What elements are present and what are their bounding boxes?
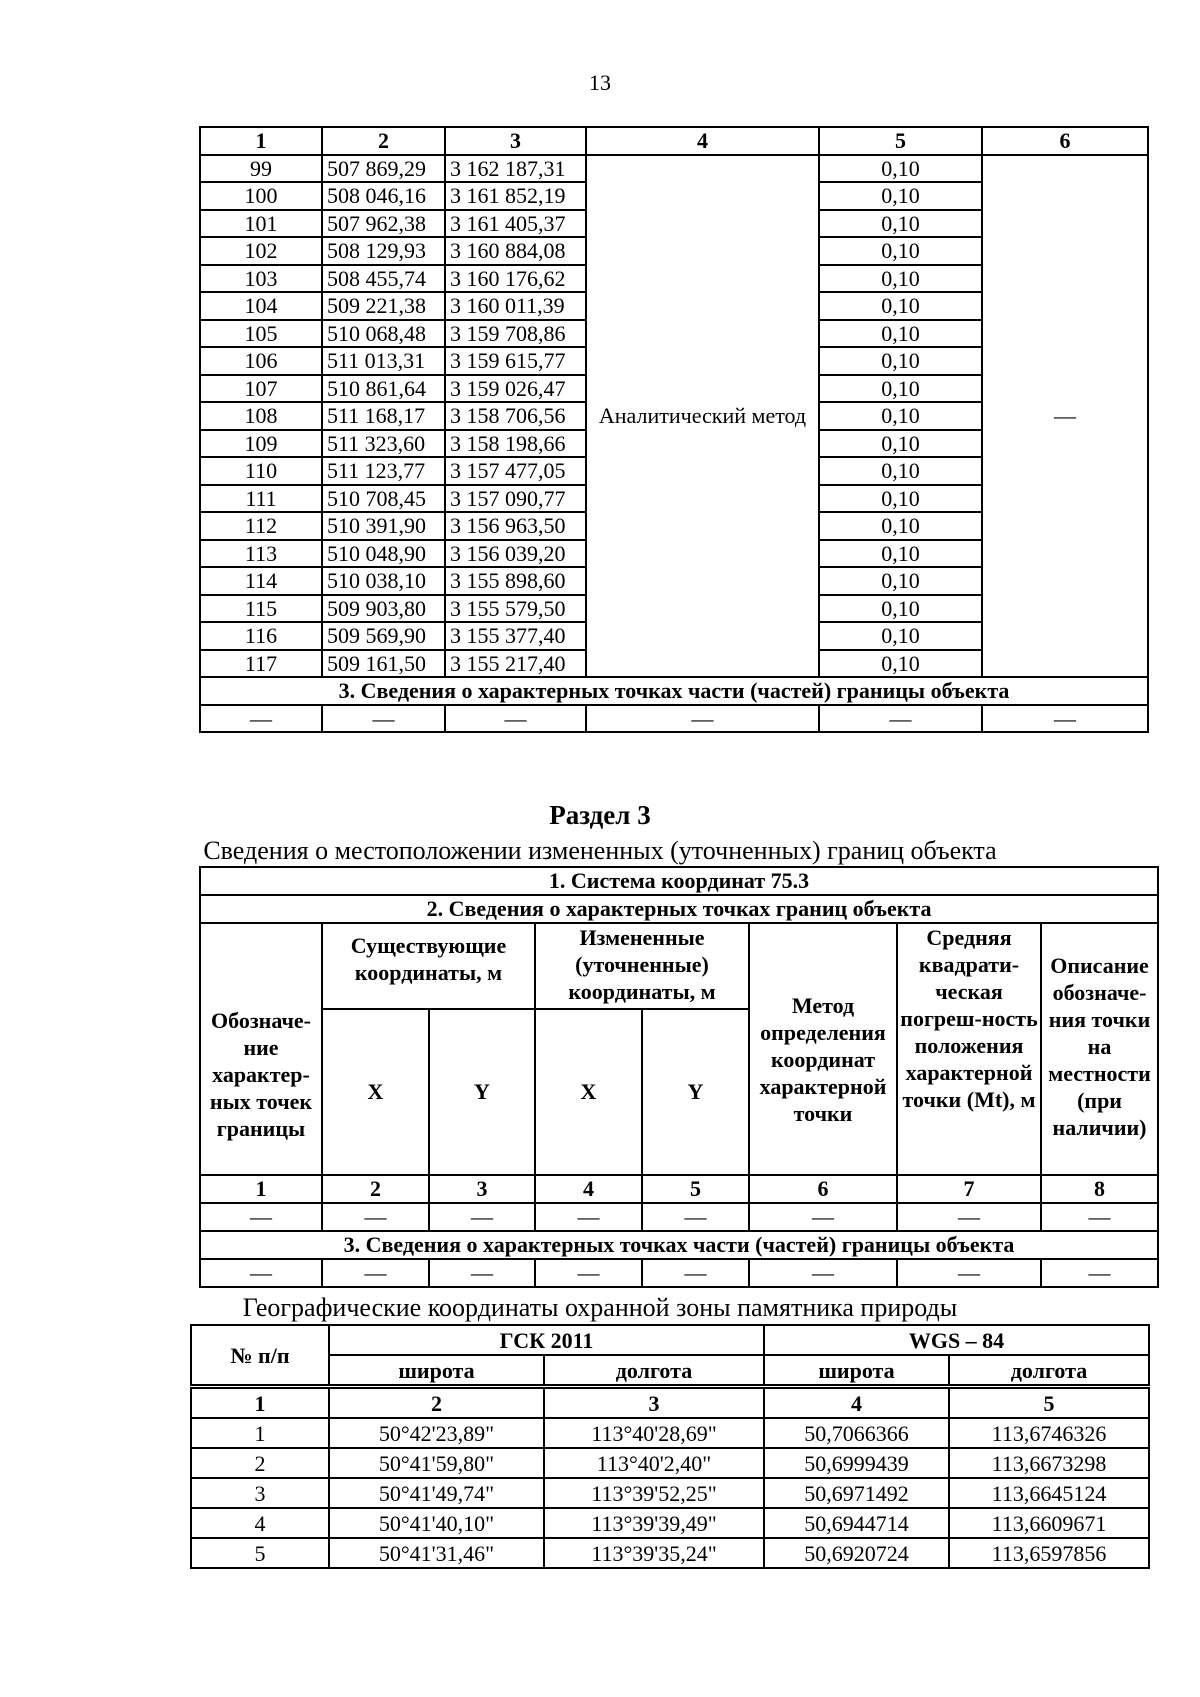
y-coordinate: 3 156 963,50 xyxy=(445,512,586,540)
column-number: 3 xyxy=(544,1387,764,1419)
column-number: 2 xyxy=(322,127,445,155)
y-coordinate: 3 159 615,77 xyxy=(445,347,586,375)
x-coordinate: 509 569,90 xyxy=(322,622,445,650)
wgs-latitude: 50,6971492 xyxy=(764,1478,949,1508)
accuracy-value: 0,10 xyxy=(819,430,982,458)
y-coordinate: 3 161 852,19 xyxy=(445,182,586,210)
x-coordinate: 508 455,74 xyxy=(322,265,445,293)
x-coordinate: 510 391,90 xyxy=(322,512,445,540)
gsk-longitude: 113°39'52,25" xyxy=(544,1478,764,1508)
empty-cell: — xyxy=(819,705,982,733)
part-title-row xyxy=(200,677,1148,705)
x-coordinate: 507 869,29 xyxy=(322,155,445,183)
table-row xyxy=(200,155,1148,183)
table-row xyxy=(191,1418,1149,1448)
y-coordinate: 3 155 898,60 xyxy=(445,567,586,595)
column-number: 5 xyxy=(819,127,982,155)
y-coordinate: 3 155 579,50 xyxy=(445,595,586,623)
description-cell: — xyxy=(982,155,1148,678)
x-coordinate: 509 221,38 xyxy=(322,292,445,320)
longitude-header: долгота xyxy=(544,1355,764,1387)
wgs-longitude: 113,6609671 xyxy=(949,1508,1149,1538)
table-row xyxy=(191,1448,1149,1478)
points-title-row xyxy=(200,895,1158,923)
point-number: 107 xyxy=(200,375,322,403)
column-number: 8 xyxy=(1041,1175,1158,1203)
column-number: 3 xyxy=(429,1175,535,1203)
empty-cell: — xyxy=(982,705,1148,733)
column-number: 2 xyxy=(322,1175,429,1203)
point-number: 117 xyxy=(200,650,322,678)
point-number: 4 xyxy=(191,1508,329,1538)
empty-cell: — xyxy=(897,1259,1041,1287)
column-number: 3 xyxy=(445,127,586,155)
point-number: 1 xyxy=(191,1418,329,1448)
point-number: 102 xyxy=(200,237,322,265)
gsk-longitude: 113°39'35,24" xyxy=(544,1538,764,1568)
y-coordinate: 3 158 198,66 xyxy=(445,430,586,458)
point-number: 104 xyxy=(200,292,322,320)
gsk-latitude: 50°41'49,74" xyxy=(329,1478,544,1508)
accuracy-value: 0,10 xyxy=(819,375,982,403)
accuracy-value: 0,10 xyxy=(819,402,982,430)
point-number: 110 xyxy=(200,457,322,485)
y-coordinate: 3 160 176,62 xyxy=(445,265,586,293)
point-number: 5 xyxy=(191,1538,329,1568)
point-number: 3 xyxy=(191,1478,329,1508)
empty-cell: — xyxy=(200,1203,322,1231)
accuracy-value: 0,10 xyxy=(819,155,982,183)
point-number: 113 xyxy=(200,540,322,568)
empty-cell: — xyxy=(429,1203,535,1231)
wgs-longitude: 113,6645124 xyxy=(949,1478,1149,1508)
empty-cell: — xyxy=(1041,1259,1158,1287)
accuracy-value: 0,10 xyxy=(819,265,982,293)
section-heading: Раздел 3 xyxy=(549,800,651,830)
x-coordinate: 508 129,93 xyxy=(322,237,445,265)
empty-cell: — xyxy=(642,1203,749,1231)
empty-cell: — xyxy=(749,1259,897,1287)
column-numbers-row xyxy=(200,1175,1158,1203)
accuracy-header: Средняя квадрати-ческая погреш-ность положения характерной точки (Mt), м xyxy=(897,923,1041,1175)
accuracy-value: 0,10 xyxy=(819,457,982,485)
accuracy-value: 0,10 xyxy=(819,622,982,650)
x-coordinate: 507 962,38 xyxy=(322,210,445,238)
wgs-longitude: 113,6673298 xyxy=(949,1448,1149,1478)
y-coordinate: 3 158 706,56 xyxy=(445,402,586,430)
x-coordinate: 510 861,64 xyxy=(322,375,445,403)
column-number: 6 xyxy=(982,127,1148,155)
x-coordinate: 509 903,80 xyxy=(322,595,445,623)
point-number: 99 xyxy=(200,155,322,183)
point-number: 108 xyxy=(200,402,322,430)
wgs-latitude: 50,6944714 xyxy=(764,1508,949,1538)
empty-cell: — xyxy=(1041,1203,1158,1231)
point-number: 2 xyxy=(191,1448,329,1478)
x-coordinate: 509 161,50 xyxy=(322,650,445,678)
accuracy-value: 0,10 xyxy=(819,182,982,210)
point-number: 111 xyxy=(200,485,322,513)
x-coordinate: 511 123,77 xyxy=(322,457,445,485)
existing-coords-header: Существующие координаты, м xyxy=(322,923,535,1009)
geo-header-row xyxy=(191,1325,1149,1355)
latitude-header: широта xyxy=(764,1355,949,1387)
accuracy-value: 0,10 xyxy=(819,210,982,238)
part-section-title: 3. Сведения о характерных точках части (частей) границы объекта xyxy=(200,677,1148,705)
wgs-longitude: 113,6597856 xyxy=(949,1538,1149,1568)
accuracy-value: 0,10 xyxy=(819,567,982,595)
point-number: 116 xyxy=(200,622,322,650)
column-number: 5 xyxy=(949,1387,1149,1419)
empty-cell: — xyxy=(429,1259,535,1287)
points-table xyxy=(199,126,1149,733)
point-number: 103 xyxy=(200,265,322,293)
column-number: 6 xyxy=(749,1175,897,1203)
page-number: 13 xyxy=(589,70,611,95)
empty-cell: — xyxy=(322,1259,429,1287)
empty-cell: — xyxy=(642,1259,749,1287)
longitude-header: долгота xyxy=(949,1355,1149,1387)
column-number: 1 xyxy=(191,1387,329,1419)
wgs-longitude: 113,6746326 xyxy=(949,1418,1149,1448)
x-coordinate: 510 038,10 xyxy=(322,567,445,595)
accuracy-value: 0,10 xyxy=(819,650,982,678)
part-empty-row xyxy=(200,705,1148,733)
accuracy-value: 0,10 xyxy=(819,540,982,568)
column-number: 1 xyxy=(200,1175,322,1203)
geo-subheader-row xyxy=(191,1355,1149,1387)
method-header: Метод определения координат характерной точки xyxy=(749,923,897,1175)
point-number: 105 xyxy=(200,320,322,348)
points-section-title: 2. Сведения о характерных точках границ объекта xyxy=(200,895,1158,923)
x-coordinate: 510 048,90 xyxy=(322,540,445,568)
header-row xyxy=(200,923,1158,1009)
empty-cell: — xyxy=(322,1203,429,1231)
coord-system-row xyxy=(200,867,1158,895)
point-number: 101 xyxy=(200,210,322,238)
num-header: № п/п xyxy=(191,1325,329,1387)
y-coordinate: 3 160 011,39 xyxy=(445,292,586,320)
empty-cell: — xyxy=(586,705,819,733)
empty-row xyxy=(200,1203,1158,1231)
y-coordinate: 3 157 090,77 xyxy=(445,485,586,513)
point-number: 100 xyxy=(200,182,322,210)
table-row xyxy=(191,1508,1149,1538)
gsk-longitude: 113°39'39,49" xyxy=(544,1508,764,1538)
column-number: 4 xyxy=(535,1175,642,1203)
y-header: Y xyxy=(642,1009,749,1175)
gsk-latitude: 50°41'59,80" xyxy=(329,1448,544,1478)
part-title-row xyxy=(200,1231,1158,1259)
x-coordinate: 511 013,31 xyxy=(322,347,445,375)
accuracy-value: 0,10 xyxy=(819,237,982,265)
point-number: 114 xyxy=(200,567,322,595)
geo-table xyxy=(190,1324,1150,1569)
x-header: X xyxy=(322,1009,429,1175)
y-coordinate: 3 156 039,20 xyxy=(445,540,586,568)
accuracy-value: 0,10 xyxy=(819,595,982,623)
section3-table xyxy=(199,866,1159,1288)
geo-table-title: Географические координаты охранной зоны памятника природы xyxy=(242,1293,958,1322)
column-number: 4 xyxy=(764,1387,949,1419)
empty-cell: — xyxy=(322,705,445,733)
description-header: Описание обозначе-ния точки на местности (при наличии) xyxy=(1041,923,1158,1175)
part-section-title: 3. Сведения о характерных точках части (частей) границы объекта xyxy=(200,1231,1158,1259)
column-number: 5 xyxy=(642,1175,749,1203)
gsk-latitude: 50°42'23,89" xyxy=(329,1418,544,1448)
empty-cell: — xyxy=(897,1203,1041,1231)
changed-coords-header: Измененные (уточненные) координаты, м xyxy=(535,923,749,1009)
x-coordinate: 508 046,16 xyxy=(322,182,445,210)
x-header: X xyxy=(535,1009,642,1175)
point-number: 112 xyxy=(200,512,322,540)
empty-cell: — xyxy=(200,1259,322,1287)
point-number: 106 xyxy=(200,347,322,375)
accuracy-value: 0,10 xyxy=(819,292,982,320)
table-row xyxy=(191,1538,1149,1568)
empty-cell: — xyxy=(200,705,322,733)
x-coordinate: 510 068,48 xyxy=(322,320,445,348)
column-number: 7 xyxy=(897,1175,1041,1203)
column-number: 4 xyxy=(586,127,819,155)
gsk-longitude: 113°40'2,40" xyxy=(544,1448,764,1478)
wgs-latitude: 50,6920724 xyxy=(764,1538,949,1568)
empty-cell: — xyxy=(535,1203,642,1231)
y-coordinate: 3 157 477,05 xyxy=(445,457,586,485)
gsk-latitude: 50°41'31,46" xyxy=(329,1538,544,1568)
accuracy-value: 0,10 xyxy=(819,512,982,540)
wgs-latitude: 50,6999439 xyxy=(764,1448,949,1478)
gsk-longitude: 113°40'28,69" xyxy=(544,1418,764,1448)
wgs-latitude: 50,7066366 xyxy=(764,1418,949,1448)
point-number: 109 xyxy=(200,430,322,458)
empty-cell: — xyxy=(749,1203,897,1231)
y-coordinate: 3 161 405,37 xyxy=(445,210,586,238)
gsk-header: ГСК 2011 xyxy=(329,1325,764,1355)
accuracy-value: 0,10 xyxy=(819,347,982,375)
part-empty-row xyxy=(200,1259,1158,1287)
y-coordinate: 3 159 026,47 xyxy=(445,375,586,403)
table-row xyxy=(191,1478,1149,1508)
section-subtitle: Сведения о местоположении измененных (уточненных) границ объекта xyxy=(203,836,997,865)
table-header-row xyxy=(200,127,1148,155)
accuracy-value: 0,10 xyxy=(819,320,982,348)
latitude-header: широта xyxy=(329,1355,544,1387)
y-coordinate: 3 159 708,86 xyxy=(445,320,586,348)
designation-header: Обозначе-ние характер-ных точек границы xyxy=(200,923,322,1175)
y-coordinate: 3 160 884,08 xyxy=(445,237,586,265)
column-number: 1 xyxy=(200,127,322,155)
x-coordinate: 511 168,17 xyxy=(322,402,445,430)
y-coordinate: 3 155 217,40 xyxy=(445,650,586,678)
coordinate-system: 1. Система координат 75.3 xyxy=(200,867,1158,895)
x-coordinate: 510 708,45 xyxy=(322,485,445,513)
empty-cell: — xyxy=(535,1259,642,1287)
wgs-header: WGS – 84 xyxy=(764,1325,1149,1355)
empty-cell: — xyxy=(445,705,586,733)
column-number: 2 xyxy=(329,1387,544,1419)
geo-numbers-row xyxy=(191,1387,1149,1419)
y-coordinate: 3 155 377,40 xyxy=(445,622,586,650)
accuracy-value: 0,10 xyxy=(819,485,982,513)
point-number: 115 xyxy=(200,595,322,623)
gsk-latitude: 50°41'40,10" xyxy=(329,1508,544,1538)
y-header: Y xyxy=(429,1009,535,1175)
y-coordinate: 3 162 187,31 xyxy=(445,155,586,183)
x-coordinate: 511 323,60 xyxy=(322,430,445,458)
method-cell: Аналитический метод xyxy=(586,155,819,678)
